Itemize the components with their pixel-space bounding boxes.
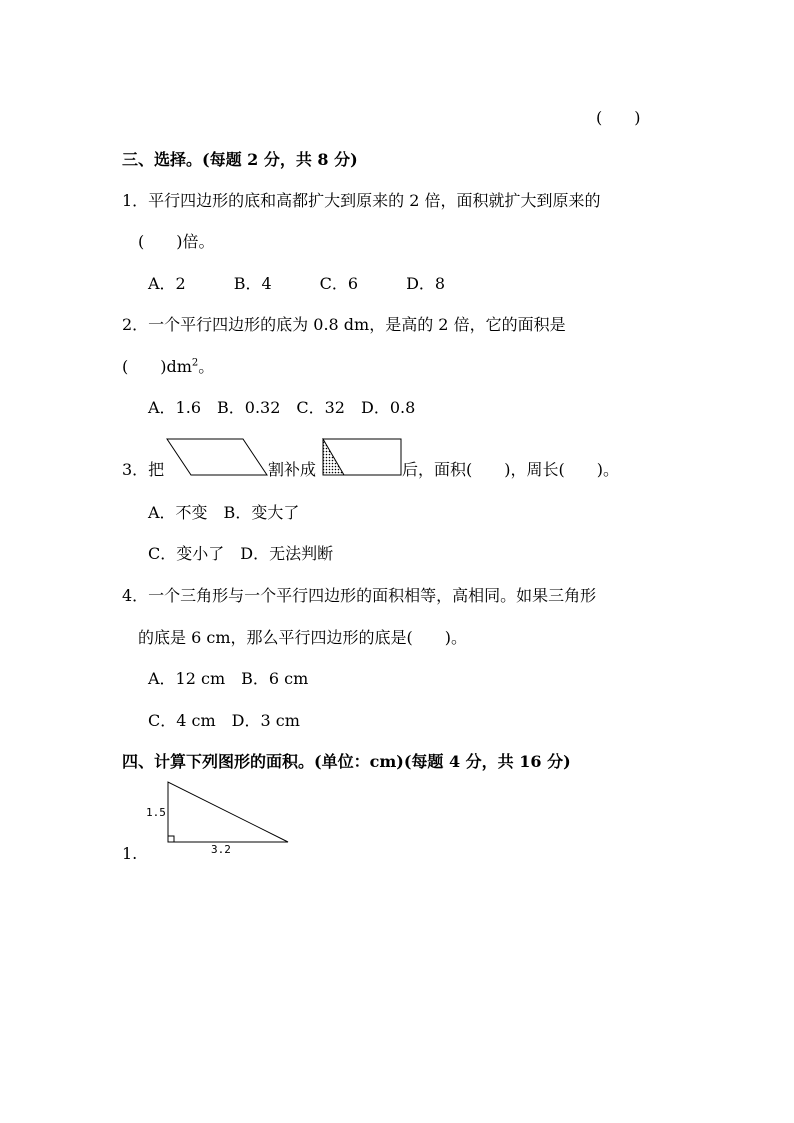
triangle-base-label: 3.2 xyxy=(211,843,231,856)
q3-text-middle: 割补成 xyxy=(268,460,317,479)
q2-text-line2: ( )$dm^2$。 xyxy=(122,357,215,376)
q4-text-line2: 的底是 6 cm，那么平行四边形的底是( )。 xyxy=(138,628,467,647)
q3-text-end: 后，面积( )，周长( )。 xyxy=(402,460,619,479)
q3-options-line1: A．不变 B．变大了 xyxy=(148,503,300,522)
q1-text-line1: 1．平行四边形的底和高都扩大到原来的 2 倍，面积就扩大到原来的 xyxy=(122,191,601,210)
q1-options: A．2 B．4 C．6 D．8 xyxy=(148,274,446,293)
q2-text-line1: 2．一个平行四边形的底为 0.8 dm，是高的 2 倍，它的面积是 xyxy=(122,315,566,334)
q3-text-number: 3．把 xyxy=(122,460,165,479)
right-triangle-figure xyxy=(164,780,290,844)
q4-text-line1: 4．一个三角形与一个平行四边形的面积相等，高相同。如果三角形 xyxy=(122,586,597,605)
q4-options-line2: C．4 cm D．3 cm xyxy=(148,711,300,730)
q3-options-line2: C．变小了 D．无法判断 xyxy=(148,544,334,563)
q4-options-line1: A．12 cm B．6 cm xyxy=(148,669,309,688)
parallelogram-figure xyxy=(166,438,268,476)
problem-1-number: 1. xyxy=(122,844,138,863)
q2-options: A．1.6 B．0.32 C．32 D．0.8 xyxy=(148,398,416,417)
section-3-heading: 三、选择。(每题 2 分，共 8 分) xyxy=(122,150,358,169)
section-4-heading: 四、计算下列图形的面积。(单位：cm)(每题 4 分，共 16 分) xyxy=(122,752,571,771)
triangle-height-label: 1.5 xyxy=(146,806,166,819)
answer-bracket: ( ) xyxy=(596,108,641,127)
rectangle-with-shaded-triangle-figure xyxy=(322,438,402,476)
q1-text-line2: ( )倍。 xyxy=(138,232,215,251)
